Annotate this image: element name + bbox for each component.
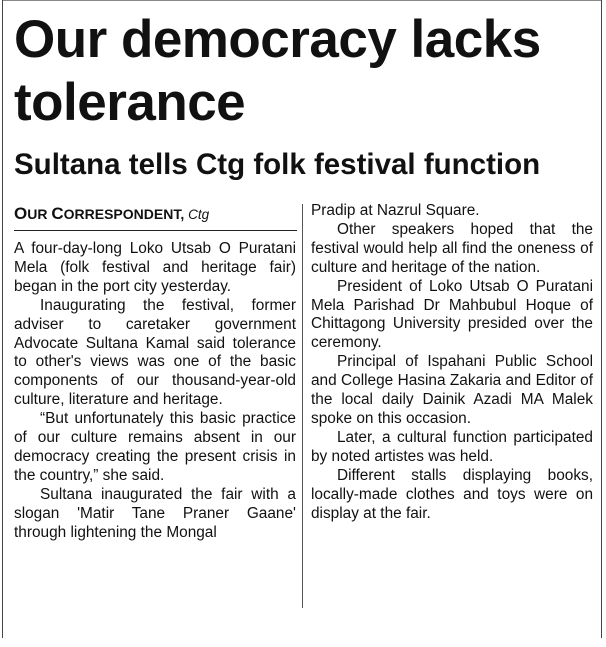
- byline-initial-1: O: [14, 204, 28, 223]
- article-column-2: [311, 202, 593, 523]
- paragraph: Pradip at Nazrul Square.: [311, 202, 480, 219]
- paragraph: Principal of Ispahani Public School and College Hasina Zakaria and Editor of the local daily Dainik Azadi MA Malek spoke on this occasion.: [311, 353, 593, 427]
- paragraph: Inaugurating the festival, former adviser to caretaker government Advocate Sultana Kamal said tolerance to other's views was one of the basic components of our thousand-year-old culture, literature and heritage.: [14, 296, 296, 409]
- article-column-1: [14, 240, 296, 543]
- clipping-left-edge: [2, 0, 3, 638]
- byline-rest-1: UR: [27, 206, 52, 222]
- paragraph: A four-day-long Loko Utsab O Puratani Mela (folk festival and heritage fair) began in the port city yesterday.: [14, 240, 296, 295]
- paragraph: “But unfortunately this basic practice of our culture remains absent in our democracy creating the present crisis in the country,” she said.: [14, 410, 296, 484]
- byline-rest-2: ORRESPONDENT,: [63, 206, 185, 222]
- byline-rule: [14, 230, 297, 231]
- clipping-top-edge: [2, 0, 602, 1]
- subheadline: Sultana tells Ctg folk festival function: [14, 148, 541, 181]
- headline: Our democracy lacks tolerance: [14, 10, 541, 132]
- byline: [14, 204, 294, 224]
- paragraph: Sultana inaugurated the fair with a slogan 'Matir Tane Praner Gaane' through lightening the Mongal: [14, 485, 296, 541]
- byline-location: Ctg: [188, 207, 210, 222]
- paragraph: Different stalls displaying books, locally-made clothes and toys were on display at the fair.: [311, 466, 593, 522]
- paragraph: Other speakers hoped that the festival would help all find the oneness of culture and heritage of the nation.: [311, 220, 593, 276]
- column-divider: [302, 204, 303, 608]
- byline-initial-2: C: [51, 204, 64, 223]
- clipping-right-edge: [601, 0, 602, 638]
- paragraph: Later, a cultural function participated by noted artistes was held.: [311, 428, 593, 465]
- paragraph: President of Loko Utsab O Puratani Mela Parishad Dr Mahbubul Hoque of Chittagong University presided over the ceremony.: [311, 277, 593, 352]
